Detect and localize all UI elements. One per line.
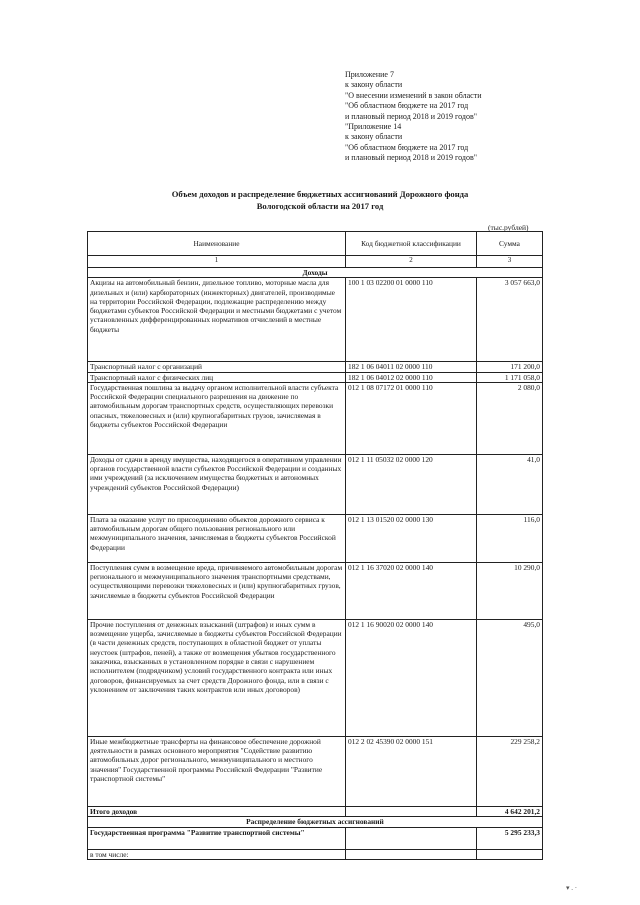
income-total-row (88, 806, 543, 816)
row-sum: 3 057 663,0 (477, 278, 543, 362)
row-code: 012 1 11 05032 02 0000 120 (346, 454, 477, 514)
row-name: Иные межбюджетные трансферты на финансовое обеспечение дорожной деятельности в рамках основного мероприятия "Содействие развитию автомобильных дорог регионального, межмуниципального и местного значения" Государственной программы Российской Федерации "Развитие транспортной системы" (88, 736, 346, 806)
row-code: 012 1 08 07172 01 0000 110 (346, 382, 477, 454)
table-row (88, 278, 543, 362)
document-title: Объем доходов и распределение бюджетных ассигнований Дорожного фонда (171, 189, 469, 199)
row-name: в том числе: (88, 850, 346, 860)
appendix-line: Приложение 7 (345, 70, 394, 79)
appendix-line: к закону области (345, 132, 403, 142)
appendix-line: "Об областном бюджете на 2017 год (345, 142, 469, 152)
header-code: Код бюджетной классификации (346, 232, 477, 256)
allocation-section-row (88, 817, 543, 828)
col-number: 2 (346, 256, 477, 268)
appendix-line: к закону области (345, 80, 403, 90)
scan-mark: ▾ . · (566, 884, 578, 892)
appendix-header (345, 70, 625, 164)
header-name: Наименование (88, 232, 346, 256)
appendix-line: "Об областном бюджете на 2017 год (345, 101, 469, 111)
row-sum: 171 200,0 (477, 362, 543, 372)
row-sum: 116,0 (477, 514, 543, 562)
row-sum: 495,0 (477, 619, 543, 736)
row-name: Акцизы на автомобильный бензин, дизельное топливо, моторные масла для дизельных и (или) карбюраторных (инжекторных) двигателей, производимые на территории Российской Федерации, подлежащие распределению между бюджетами субъектов Российской Федерации и местными бюджетами с учетом установленных дифференцированных нормативов отчислений в местные бюджеты (88, 278, 346, 362)
row-name: Транспортный налог с физических лиц (88, 372, 346, 382)
appendix-line: "Приложение 14 (345, 122, 402, 132)
row-sum: 5 295 233,3 (477, 828, 543, 850)
total-code (346, 806, 477, 816)
col-number: 3 (477, 256, 543, 268)
row-name: Доходы от сдачи в аренду имущества, находящегося в оперативном управлении органов государственной власти субъектов Российской Федерации и созданных ими учреждений (за исключением имущества бюджетных и автономных учреждений субъектов Российской Федерации) (88, 454, 346, 514)
header-sum: Сумма (477, 232, 543, 256)
section-heading: Доходы (88, 268, 543, 278)
row-code: 182 1 06 04011 02 0000 110 (346, 362, 477, 372)
row-name: Прочие поступления от денежных взысканий (штрафов) и иных сумм в возмещение ущерба, зачисляемые в бюджеты субъектов Российской Федерации (в части денежных средств, поступающих в областной бюджет от уплаты неустоек (штрафов, пеней), а также от возмещения убытков государственного заказчика, взысканных в установленном порядке в связи с нарушением исполнителем (подрядчиком) условий государственного контракта или иных договоров, финансируемых за счет средств Дорожного фонда, или в связи с уклонением от заключения таких контрактов или иных договоров) (88, 619, 346, 736)
table-row (88, 736, 543, 806)
appendix-line: и плановый период 2018 и 2019 годов" (345, 153, 478, 163)
table-row (88, 619, 543, 736)
document-subtitle: Вологодской области на 2017 год (256, 201, 384, 211)
row-code: 100 1 03 02200 01 0000 110 (346, 278, 477, 362)
total-sum: 4 642 201,2 (477, 806, 543, 816)
row-code: 012 1 13 01520 02 0000 130 (346, 514, 477, 562)
table-header-row (88, 232, 543, 256)
row-sum: 229 258,2 (477, 736, 543, 806)
row-code: 012 2 02 45390 02 0000 151 (346, 736, 477, 806)
row-name: Плата за оказание услуг по присоединению объектов дорожного сервиса к автомобильным дорогам общего пользования регионального или межмуниципального значения, зачисляемая в бюджеты субъектов Российской Федерации (88, 514, 346, 562)
budget-table (87, 231, 543, 860)
row-code (346, 850, 477, 860)
table-row (88, 828, 543, 850)
section-heading: Распределение бюджетных ассигнований (88, 817, 543, 828)
row-sum: 2 080,0 (477, 382, 543, 454)
unit-label: (тыс.рублей) (488, 223, 529, 232)
income-section-row (88, 268, 543, 278)
col-number: 1 (88, 256, 346, 268)
row-code: 012 1 16 37020 02 0000 140 (346, 562, 477, 619)
appendix-line: "О внесении изменений в закон области (345, 90, 482, 100)
column-number-row (88, 256, 543, 268)
total-label: Итого доходов (88, 806, 346, 816)
table-row (88, 372, 543, 382)
row-name: Государственная пошлина за выдачу органом исполнительной власти субъекта Российской Федерации специального разрешения на движение по автомобильным дорогам транспортных средств, осуществляющих перевозки опасных, тяжеловесных и (или) крупногабаритных грузов, зачисляемая в бюджеты субъектов Российской Федерации (88, 382, 346, 454)
row-code: 182 1 06 04012 02 0000 110 (346, 372, 477, 382)
row-sum (477, 850, 543, 860)
table-row (88, 562, 543, 619)
row-sum: 10 290,0 (477, 562, 543, 619)
table-row (88, 454, 543, 514)
table-row (88, 362, 543, 372)
appendix-line: и плановый период 2018 и 2019 годов" (345, 111, 478, 121)
row-code (346, 828, 477, 850)
row-sum: 41,0 (477, 454, 543, 514)
row-name: Поступления сумм в возмещение вреда, причиняемого автомобильным дорогам регионального и межмуниципального значения транспортными средствами, осуществляющими перевозки тяжеловесных и (или) крупногабаритных грузов, зачисляемые в бюджеты субъектов Российской Федерации (88, 562, 346, 619)
row-sum: 1 171 058,0 (477, 372, 543, 382)
table-row (88, 850, 543, 860)
row-name: Транспортный налог с организаций (88, 362, 346, 372)
row-name: Государственная программа "Развитие транспортной системы" (88, 828, 346, 850)
table-row (88, 382, 543, 454)
row-code: 012 1 16 90020 02 0000 140 (346, 619, 477, 736)
table-row (88, 514, 543, 562)
